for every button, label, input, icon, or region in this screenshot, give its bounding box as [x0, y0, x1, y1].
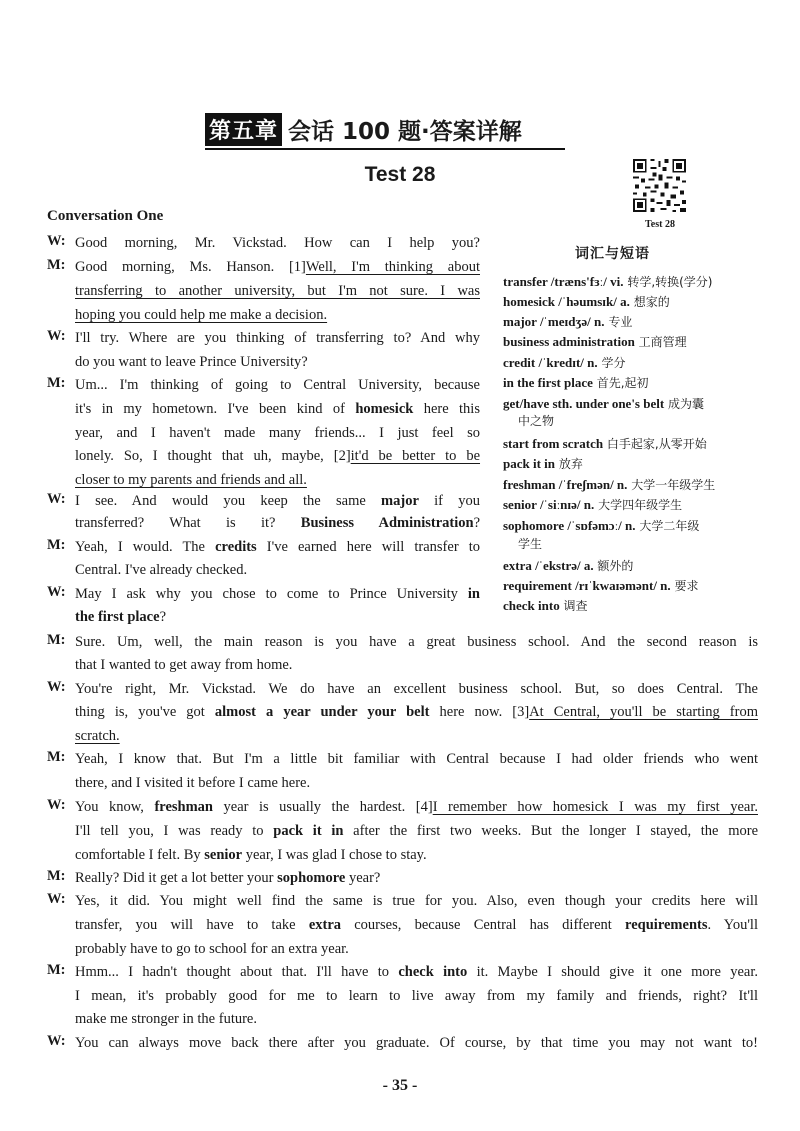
dialogue-line — [75, 560, 480, 580]
glossary-definition: 想家的 — [629, 295, 670, 309]
vocab-term: freshman — [154, 799, 213, 815]
dialogue-line — [75, 702, 758, 722]
dialogue-line — [75, 962, 758, 982]
speaker-label: M: — [47, 537, 66, 553]
glossary-definition: 工商管理 — [634, 335, 687, 349]
dialogue-line — [75, 939, 758, 959]
glossary-entry — [503, 436, 783, 452]
dialogue-text: here this — [413, 401, 480, 417]
glossary-entry — [503, 497, 783, 513]
dialogue-text: Good morning, Mr. Vickstad. How can I help you? — [75, 235, 480, 251]
dialogue-line — [75, 749, 758, 769]
dialogue-line — [75, 584, 480, 604]
vocab-term: senior — [204, 847, 243, 863]
dialogue-line — [75, 375, 480, 395]
glossary-term: get/have sth. under one's belt — [503, 396, 665, 411]
speaker-label: M: — [47, 257, 66, 273]
speaker-label: W: — [47, 328, 66, 344]
dialogue-text: Hmm... I hadn't thought about that. I'll have to — [75, 964, 399, 980]
glossary-definition: 额外的 — [593, 559, 634, 573]
vocab-term: sophomore — [277, 870, 346, 886]
glossary-term: business administration — [503, 334, 635, 349]
dialogue-text: make me stronger in the future. — [75, 1011, 257, 1027]
dialogue-text: Yeah, I know that. But I'm a little bit familiar with Central because I had older friends who went — [75, 751, 758, 767]
chapter-box: 第五章 — [205, 113, 282, 146]
dialogue-text: I see. And would you keep the same — [75, 493, 382, 509]
dialogue-text: Really? Did it get a lot better your — [75, 870, 278, 886]
glossary-definition: 大学一年级学生 — [627, 478, 716, 492]
glossary-term: sophomore /ˈsɒfəmɔː/ n. — [503, 518, 636, 533]
dialogue-text: year, I was glad I chose to stay. — [242, 847, 427, 863]
dialogue-text: probably have to go to school for an extra year. — [75, 941, 349, 957]
conversation-heading: Conversation One — [47, 208, 164, 224]
dialogue-text: Yes, it did. You might well find the same is true for you. Also, even though your credits here will — [75, 893, 758, 909]
glossary-entry — [503, 578, 783, 594]
dialogue-line — [75, 773, 758, 793]
glossary-definition: 成为囊 — [664, 397, 705, 411]
dialogue-text: Sure. Um, well, the main reason is you have a great business school. And the second reason is — [75, 634, 758, 650]
dialogue-text: ? — [159, 609, 166, 625]
chapter-rule — [205, 148, 565, 150]
page-number: - 35 - — [382, 1077, 418, 1094]
glossary-definition: 学生 — [518, 537, 543, 551]
vocab-term: Business Administration — [300, 515, 474, 531]
glossary-definition: 要求 — [670, 579, 699, 593]
glossary-definition: 放弃 — [555, 457, 583, 471]
dialogue-line — [75, 470, 480, 490]
dialogue-text: year is usually the hardest. [4] — [213, 799, 433, 815]
glossary-entry — [503, 334, 783, 350]
dialogue-line — [75, 446, 480, 466]
speaker-label: W: — [47, 584, 66, 600]
dialogue-text: May I ask why you chose to come to Prince University — [75, 586, 468, 602]
dialogue-text: Um... I'm thinking of going to Central University, because — [75, 377, 480, 393]
glossary-entry — [503, 558, 783, 574]
vocab-term: pack it in — [273, 823, 344, 839]
dialogue-text: there, and I visited it before I came here. — [75, 775, 311, 791]
answer-underline: it'd be better to be — [350, 448, 481, 464]
answer-underline: I remember how homesick I was my first year. — [432, 799, 758, 815]
glossary-term: senior /ˈsiːnɪə/ n. — [503, 497, 595, 512]
test-title: Test 28 — [364, 163, 436, 186]
glossary-term: start from scratch — [503, 436, 604, 451]
dialogue-text: You know, — [75, 799, 155, 815]
dialogue-text: it's in my hometown. I've been kind of — [75, 401, 356, 417]
glossary-definition: 专业 — [604, 315, 633, 329]
dialogue-line — [75, 491, 480, 511]
glossary-entry — [503, 456, 783, 472]
vocab-term: homesick — [355, 401, 414, 417]
dialogue-text: You're right, Mr. Vickstad. We do have an excellent business school. But, so does Central. The — [75, 681, 758, 697]
glossary-entry — [503, 314, 783, 330]
dialogue-text: I've earned here will transfer to — [256, 539, 480, 555]
dialogue-line — [75, 845, 758, 865]
dialogue-text: I mean, it's probably good for me to learn to live away from my family and friends, right? It'll — [75, 988, 758, 1004]
glossary-term: in the first place — [503, 375, 593, 390]
speaker-label: W: — [47, 891, 66, 907]
dialogue-line — [75, 1009, 758, 1029]
dialogue-text: that I wanted to get away from home. — [75, 657, 293, 673]
dialogue-line — [75, 797, 758, 817]
glossary-term: freshman /ˈfreʃmən/ n. — [503, 477, 628, 492]
dialogue-text: I'll tell you, I was ready to — [75, 823, 274, 839]
dialogue-line — [75, 233, 480, 253]
glossary-entry — [503, 477, 783, 493]
dialogue-line — [75, 632, 758, 652]
glossary-entry — [503, 375, 783, 391]
dialogue-line — [75, 328, 480, 348]
speaker-label: W: — [47, 679, 66, 695]
dialogue-line — [75, 281, 480, 301]
dialogue-line — [75, 655, 758, 675]
dialogue-text: comfortable I felt. By — [75, 847, 205, 863]
dialogue-text: if you — [418, 493, 480, 509]
chapter-title: 会话 100 题·答案详解 — [288, 118, 522, 145]
dialogue-line — [75, 679, 758, 699]
glossary-title: 词汇与短语 — [575, 246, 650, 262]
vocab-term: check into — [398, 964, 468, 980]
glossary-entry — [518, 536, 798, 552]
dialogue-text: . You'll — [707, 917, 758, 933]
glossary-entry — [503, 355, 783, 371]
dialogue-text: year, and I haven't made many friends... I just feel so — [75, 425, 480, 441]
glossary-term: requirement /rɪˈkwaɪəmənt/ n. — [503, 578, 671, 593]
answer-underline: scratch. — [75, 728, 120, 744]
dialogue-text: transferred? What is it? — [75, 515, 301, 531]
glossary-entry — [503, 294, 783, 310]
dialogue-line — [75, 915, 758, 935]
dialogue-text: Yeah, I would. The — [75, 539, 216, 555]
dialogue-text: I'll try. Where are you thinking of transferring to? And why — [75, 330, 480, 346]
glossary-term: extra /ˈekstrə/ a. — [503, 558, 594, 573]
speaker-label: M: — [47, 749, 66, 765]
dialogue-text: do you want to leave Prince University? — [75, 354, 308, 370]
glossary-term: major /ˈmeɪdʒə/ n. — [503, 314, 605, 329]
dialogue-line — [75, 513, 480, 533]
glossary-definition: 大学四年级学生 — [594, 498, 683, 512]
glossary-entry — [503, 396, 783, 412]
dialogue-line — [75, 607, 480, 627]
glossary-entry — [518, 413, 798, 429]
glossary-definition: 学分 — [597, 356, 626, 370]
glossary-entry — [503, 598, 783, 614]
dialogue-line — [75, 257, 480, 277]
glossary-term: check into — [503, 598, 560, 613]
qr-label: Test 28 — [645, 219, 675, 230]
dialogue-text: year? — [345, 870, 381, 886]
dialogue-line — [75, 423, 480, 443]
glossary-term: transfer /træns'fɜː/ vi. — [503, 274, 624, 289]
vocab-term: requirements — [625, 917, 708, 933]
speaker-label: M: — [47, 375, 66, 391]
speaker-label: W: — [47, 491, 66, 507]
glossary-term: pack it in — [503, 456, 556, 471]
glossary-definition: 调查 — [559, 599, 588, 613]
dialogue-text: it. Maybe I should give it one more year. — [467, 964, 758, 980]
dialogue-line — [75, 726, 758, 746]
vocab-term: credits — [215, 539, 257, 555]
glossary-definition: 首先,起初 — [592, 376, 649, 390]
glossary-entry — [503, 274, 783, 290]
speaker-label: M: — [47, 962, 66, 978]
dialogue-line — [75, 399, 480, 419]
dialogue-line — [75, 537, 480, 557]
glossary-term: credit /ˈkredɪt/ n. — [503, 355, 598, 370]
dialogue-line — [75, 305, 480, 325]
dialogue-text: after the first two weeks. But the longer I stayed, the more — [343, 823, 759, 839]
answer-underline: Well, I'm thinking about — [305, 259, 480, 275]
answer-underline: closer to my parents and friends and all. — [75, 472, 307, 488]
chapter-heading — [205, 112, 565, 146]
glossary-entry — [503, 518, 783, 534]
vocab-term: almost a year under your belt — [214, 704, 430, 720]
dialogue-text: Central. I've already checked. — [75, 562, 248, 578]
dialogue-text: thing is, you've got — [75, 704, 215, 720]
dialogue-line — [75, 1033, 758, 1053]
speaker-label: W: — [47, 1033, 66, 1049]
glossary-definition: 白手起家,从零开始 — [603, 437, 707, 451]
dialogue-line — [75, 986, 758, 1006]
dialogue-line — [75, 821, 758, 841]
dialogue-text: here now. [3] — [429, 704, 530, 720]
dialogue-text: You can always move back there after you graduate. Of course, by that time you may not want to! — [75, 1035, 758, 1051]
dialogue-text: ? — [473, 515, 480, 531]
answer-underline: At Central, you'll be starting from — [529, 704, 758, 720]
dialogue-line — [75, 868, 758, 888]
speaker-label: W: — [47, 233, 66, 249]
answer-underline: transferring to another university, but I'm not sure. I was — [75, 283, 480, 299]
glossary-definition: 转学,转换(学分) — [623, 275, 713, 289]
dialogue-line — [75, 891, 758, 911]
glossary-term: homesick /ˈhəumsɪk/ a. — [503, 294, 630, 309]
answer-underline: hoping you could help me make a decision. — [75, 307, 328, 323]
dialogue-text: transfer, you will have to take — [75, 917, 309, 933]
speaker-label: W: — [47, 797, 66, 813]
qr-code-icon — [631, 157, 688, 214]
glossary-definition: 大学二年级 — [635, 519, 700, 533]
vocab-term: in — [467, 586, 480, 602]
speaker-label: M: — [47, 632, 66, 648]
dialogue-text: courses, because Central has different — [341, 917, 626, 933]
vocab-term: the first place — [75, 609, 160, 625]
vocab-term: major — [381, 493, 419, 509]
speaker-label: M: — [47, 868, 66, 884]
dialogue-text: Good morning, Ms. Hanson. [1] — [75, 259, 306, 275]
dialogue-text: lonely. So, I thought that uh, maybe, [2] — [75, 448, 351, 464]
glossary-definition: 中之物 — [518, 414, 555, 428]
vocab-term: extra — [308, 917, 342, 933]
dialogue-line — [75, 352, 480, 372]
